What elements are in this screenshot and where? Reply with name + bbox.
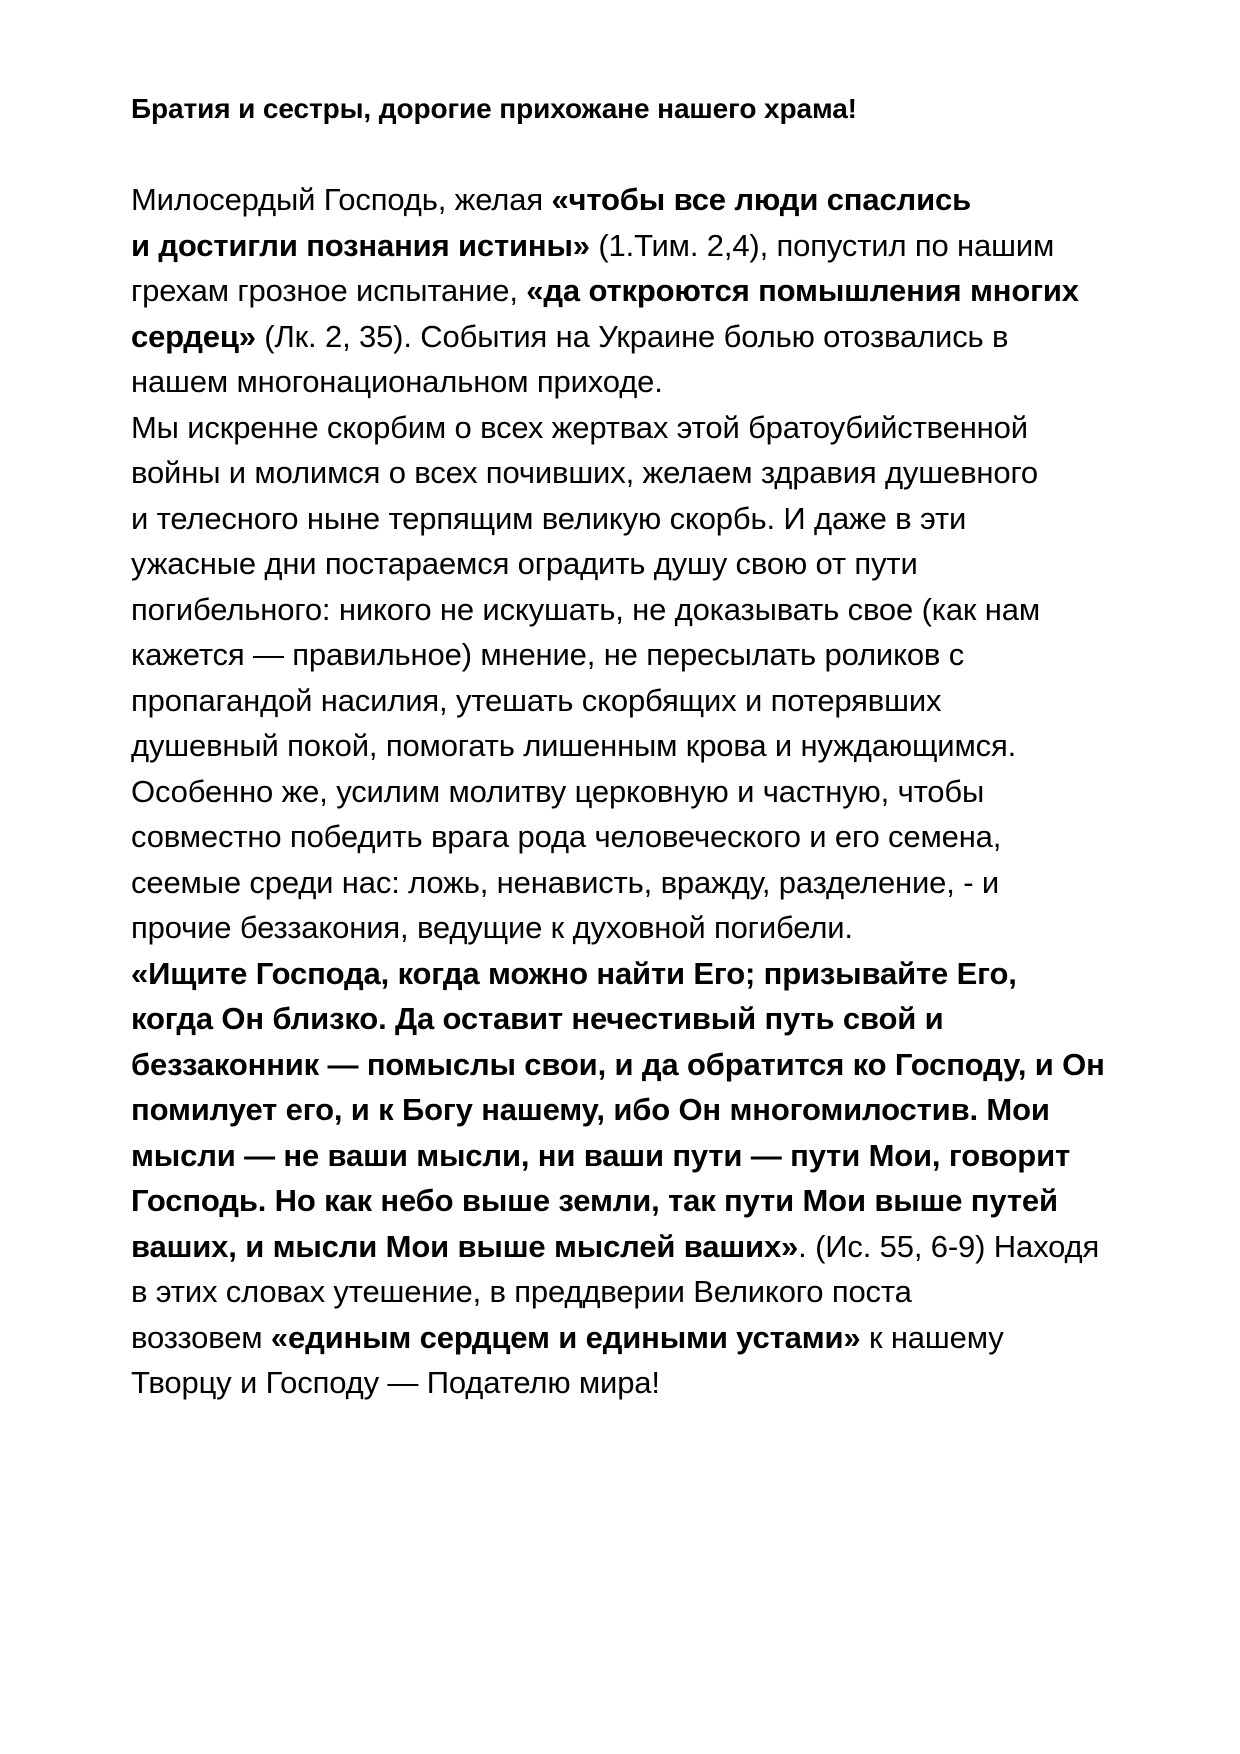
text-run: прочие беззакония, ведущие к духовной погибели. xyxy=(131,910,853,945)
bold-text-run: сердец» xyxy=(131,318,256,354)
text-line xyxy=(131,1133,1171,1179)
text-run: ужасные дни постараемся оградить душу свою от пути xyxy=(131,546,918,581)
document-page xyxy=(131,86,1171,1406)
text-run: и телесного ныне терпящим великую скорбь. И даже в эти xyxy=(131,500,967,536)
text-line xyxy=(131,359,1171,405)
text-line xyxy=(131,450,1171,496)
bold-text-run: «Ищите Господа, когда можно найти Его; призывайте Его, xyxy=(131,955,1017,991)
bold-text-run: «чтобы все люди спаслись xyxy=(551,182,971,217)
bold-text-run: Господь. Но как небо выше земли, так пути Мои выше путей xyxy=(131,1183,1058,1218)
text-line xyxy=(131,1269,1171,1315)
bold-text-run: помилует его, и к Богу нашему, ибо Он многомилостив. Мои xyxy=(131,1092,1050,1127)
text-run: . (Ис. 55, 6-9) Находя xyxy=(798,1228,1100,1264)
text-line xyxy=(131,405,1171,451)
text-run: нашем многонациональном приходе. xyxy=(131,364,663,399)
bold-text-run: когда Он близко. Да оставит нечестивый путь свой и xyxy=(131,1001,944,1036)
text-run: (Лк. 2, 35). События на Украине болью отозвались в xyxy=(255,318,1009,354)
bold-text-run: «единым сердцем и едиными устами» xyxy=(270,1319,861,1355)
bold-text-run: ваших, и мысли Мои выше мыслей ваших» xyxy=(131,1228,799,1264)
text-line xyxy=(131,268,1171,314)
text-line xyxy=(131,177,1171,223)
bold-text-run: беззаконник — помыслы свои, и да обратится ко Господу, и Он xyxy=(131,1046,1105,1082)
text-line xyxy=(131,496,1171,542)
text-run: Особенно же, усилим молитву церковную и частную, чтобы xyxy=(131,773,985,809)
text-line xyxy=(131,769,1171,815)
text-run: кажется — правильное) мнение, не пересылать роликов с xyxy=(131,637,965,672)
text-run: Милосердый Господь, желая xyxy=(131,182,552,217)
text-run: воззовем xyxy=(131,1319,271,1355)
text-run: пропагандой насилия, утешать скорбящих и потерявших xyxy=(131,682,942,718)
text-run: в этих словах утешение, в преддверии Великого поста xyxy=(131,1274,912,1309)
text-run: к нашему xyxy=(860,1319,1004,1355)
text-line xyxy=(131,314,1171,360)
text-run: душевный покой, помогать лишенным крова и нуждающимся. xyxy=(131,728,1017,763)
text-run: Мы искренне скорбим о всех жертвах этой братоубийственной xyxy=(131,409,1028,445)
text-run: войны и молимся о всех почивших, желаем здравия душевного xyxy=(131,455,1039,490)
text-line xyxy=(131,814,1171,860)
text-run: Творцу и Господу — Подателю мира! xyxy=(131,1365,660,1400)
text-line xyxy=(131,1315,1171,1361)
text-line xyxy=(131,723,1171,769)
text-run: грехам грозное испытание, xyxy=(131,273,527,308)
text-run: (1.Тим. 2,4), попустил по нашим xyxy=(589,227,1055,263)
text-line xyxy=(131,632,1171,678)
body-text xyxy=(131,177,1171,1406)
text-run: совместно победить врага рода человеческого и его семена, xyxy=(131,819,1002,854)
bold-text-run: мысли — не ваши мысли, ни ваши пути — пути Мои, говорит xyxy=(131,1137,1071,1173)
text-line xyxy=(131,996,1171,1042)
text-line xyxy=(131,905,1171,951)
text-line xyxy=(131,223,1171,269)
text-line xyxy=(131,860,1171,906)
text-line xyxy=(131,587,1171,633)
text-run: сеемые среди нас: ложь, ненависть, вражду, разделение, - и xyxy=(131,864,1000,900)
text-line xyxy=(131,951,1171,997)
bold-text-run: и достигли познания истины» xyxy=(131,227,590,263)
text-line xyxy=(131,541,1171,587)
text-line xyxy=(131,1087,1171,1133)
text-line xyxy=(131,1042,1171,1088)
text-line xyxy=(131,678,1171,724)
text-line xyxy=(131,1178,1171,1224)
greeting-heading: Братия и сестры, дорогие прихожане нашего храма! xyxy=(131,93,857,124)
text-run: погибельного: никого не искушать, не доказывать свое (как нам xyxy=(131,591,1041,627)
text-line xyxy=(131,1224,1171,1270)
text-line xyxy=(131,1360,1171,1406)
bold-text-run: «да откроются помышления многих xyxy=(526,273,1079,308)
